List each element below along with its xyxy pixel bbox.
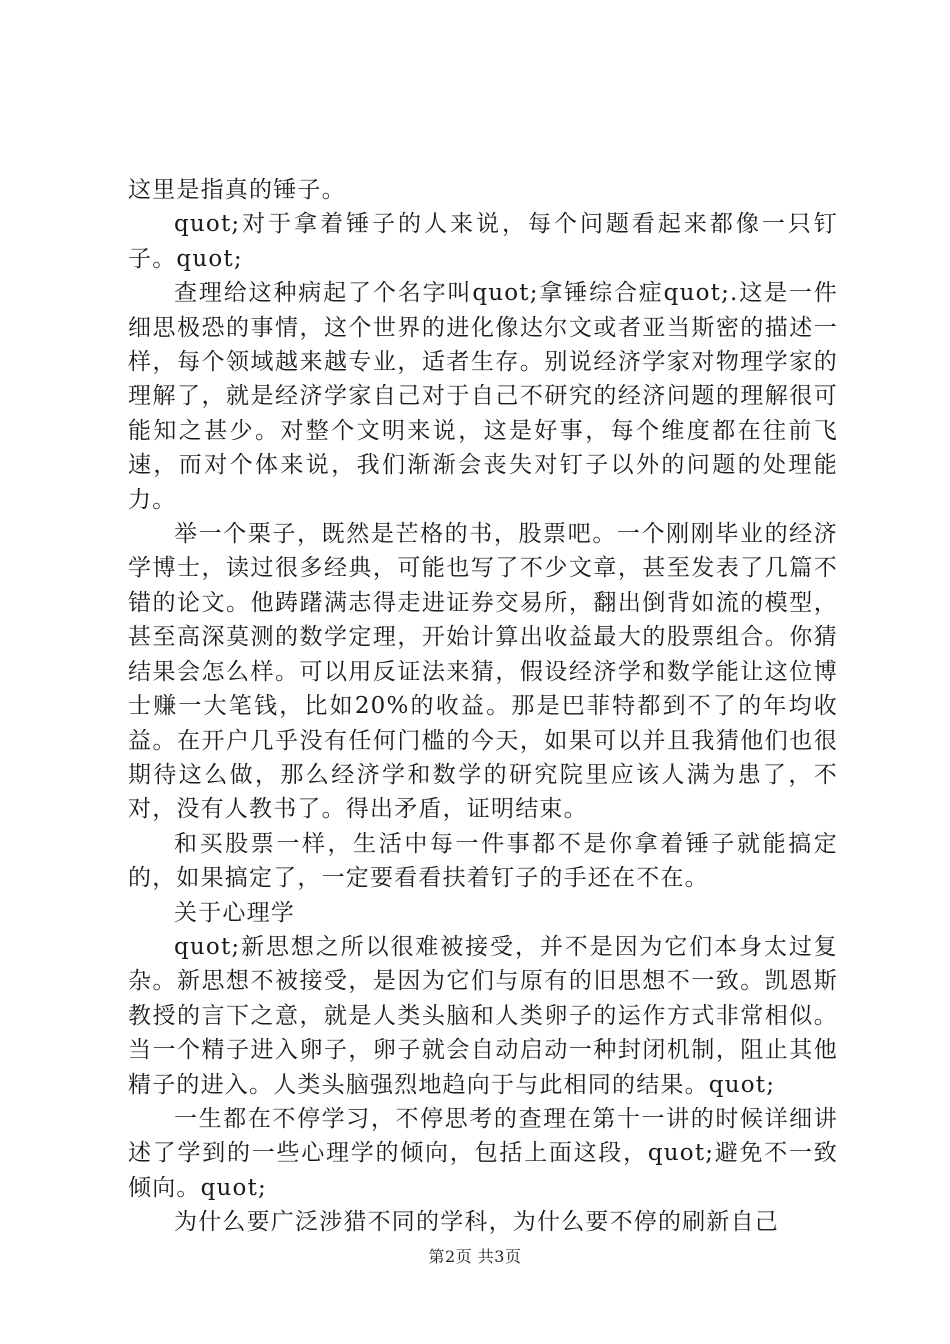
paragraph: 举一个栗子，既然是芒格的书，股票吧。一个刚刚毕业的经济学博士，读过很多经典，可能也写了不少文章，甚至发表了几篇不错的论文。他踌躇满志得走进证券交易所，翻出倒背如流的模型，甚至高深莫测的数学定理，开始计算出收益最大的股票组合。你猜结果会怎么样。可以用反证法来猜，假设经济学和数学能让这位博士赚一大笔钱，比如20%的收益。那是巴菲特都到不了的年均收益。在开户几乎没有任何门槛的今天，如果可以并且我猜他们也很期待这么做，那么经济学和数学的研究院里应该人满为患了，不对，没有人教书了。得出矛盾，证明结束。: [128, 521, 838, 823]
paragraph: quot;对于拿着锤子的人来说，每个问题看起来都像一只钉子。quot;: [128, 211, 838, 272]
paragraph: 查理给这种病起了个名字叫quot;拿锤综合症quot;.这是一件细思极恐的事情，这个世界的进化像达尔文或者亚当斯密的描述一样，每个领域越来越专业，适者生存。别说经济学家对物理学家的理解了，就是经济学家自己对于自己不研究的经济问题的理解很可能知之甚少。对整个文明来说，这是好事，每个维度都在往前飞速，而对个体来说，我们渐渐会丧失对钉子以外的问题的处理能力。: [128, 280, 838, 513]
section-heading: 关于心理学: [174, 899, 295, 926]
paragraph: 这里是指真的锤子。: [128, 177, 346, 203]
paragraph: 一生都在不停学习，不停思考的查理在第十一讲的时候详细讲述了学到的一些心理学的倾向，包括上面这段，quot;避免不一致倾向。quot;: [128, 1105, 838, 1201]
paragraph: 为什么要广泛涉猎不同的学科，为什么要不停的刷新自己: [174, 1209, 779, 1236]
paragraph: quot;新思想之所以很难被接受，并不是因为它们本身太过复杂。新思想不被接受，是因为它们与原有的旧思想不一致。凯恩斯教授的言下之意，就是人类头脑和人类卵子的运作方式非常相似。当一个精子进入卵子，卵子就会自动启动一种封闭机制，阻止其他精子的进入。人类头脑强烈地趋向于与此相同的结果。quot;: [128, 933, 838, 1098]
page-number-label: 第2页 共3页: [428, 1247, 522, 1266]
page-footer: [0, 1244, 950, 1267]
document-body: [128, 173, 838, 1240]
paragraph: 和买股票一样，生活中每一件事都不是你拿着锤子就能搞定的，如果搞定了，一定要看看扶着钉子的手还在不在。: [128, 830, 838, 892]
